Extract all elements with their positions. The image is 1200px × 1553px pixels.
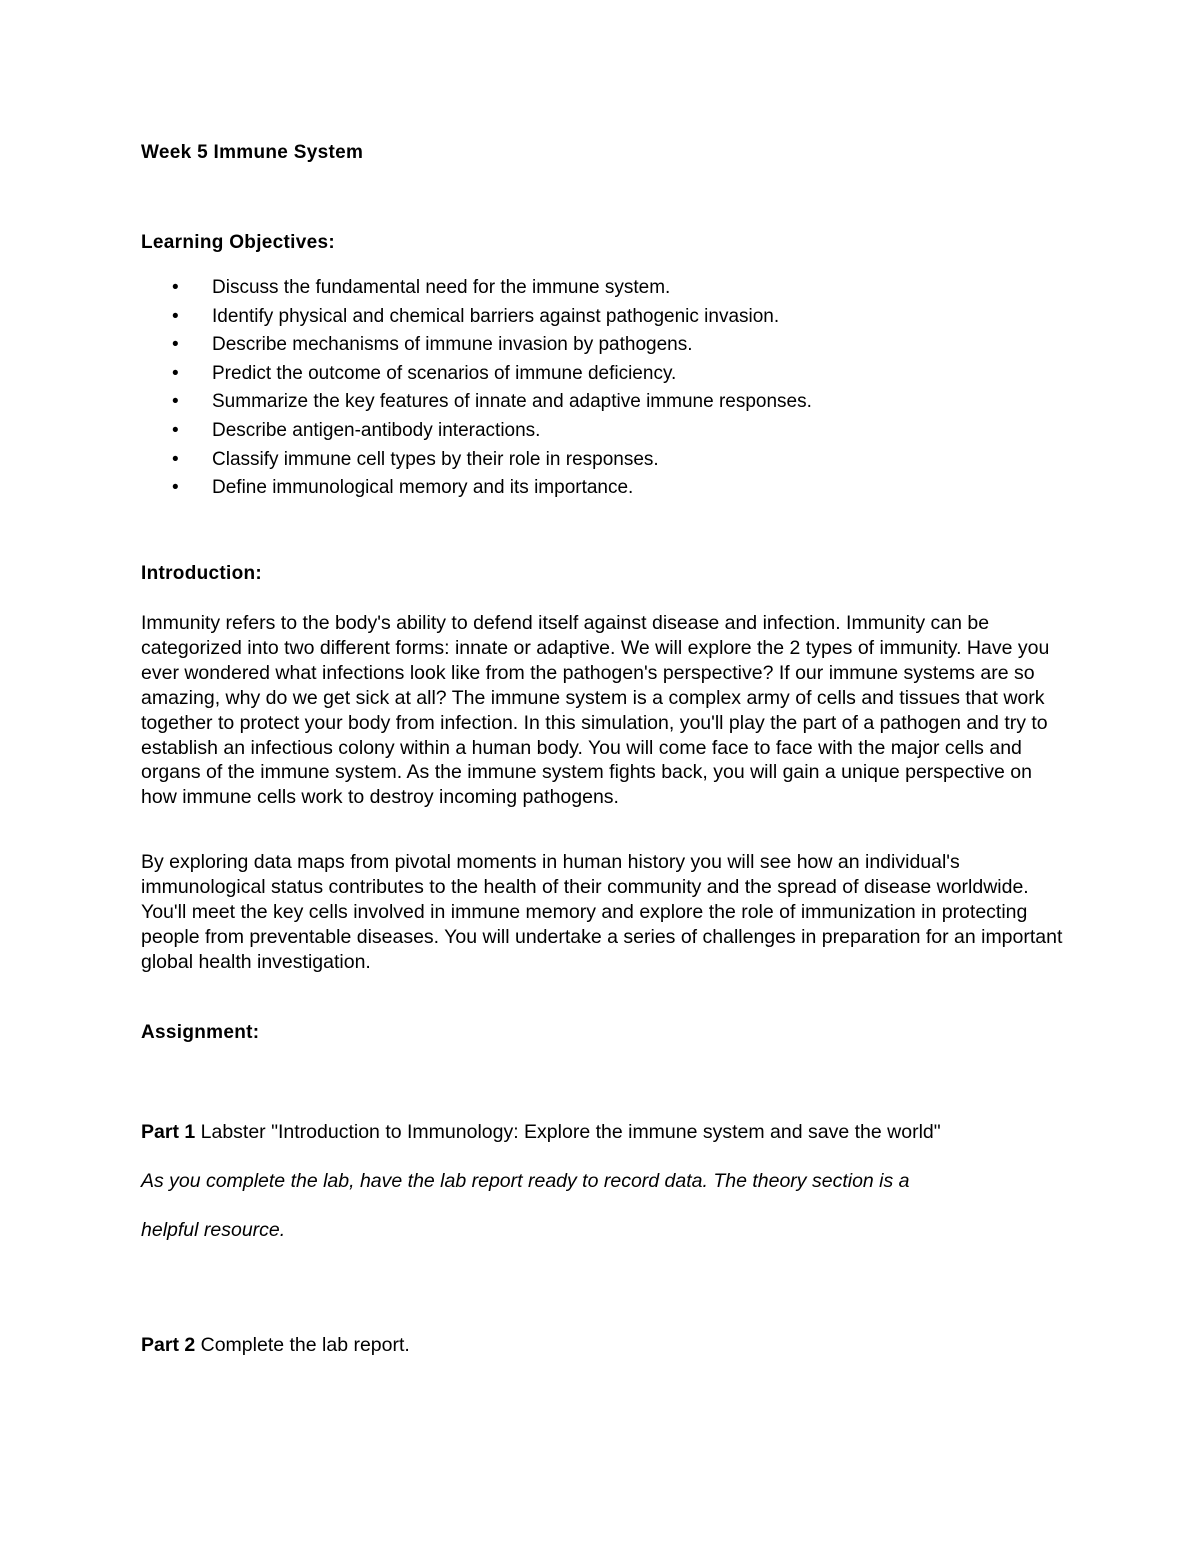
- lab-note-line-1: As you complete the lab, have the lab report ready to record data. The theory section is a: [141, 1170, 910, 1192]
- bullet-icon: •: [172, 448, 179, 470]
- bullet-icon: •: [172, 419, 179, 441]
- list-item: [172, 274, 812, 303]
- introduction-heading: Introduction:: [141, 563, 263, 584]
- list-item: [172, 417, 812, 446]
- list-item: [172, 388, 812, 417]
- introduction-paragraph-1: Immunity refers to the body's ability to defend itself against disease and infection. Immunity can be categorized into two different forms: innate or adaptive. We will explore the 2 types of immunity. Have you ever wondered what infections look like from the pathogen's perspective? If our immune systems are so amazing, why do we get sick at all? The immune system is a complex army of cells and tissues that work together to protect your body from infection. In this simulation, you'll play the part of a pathogen and try to establish an infectious colony within a human body. You will come face to face with the major cells and organs of the immune system. As the immune system fights back, you will gain a unique perspective on how immune cells work to destroy incoming pathogens.: [141, 612, 1050, 809]
- objective-text: Summarize the key features of innate and adaptive immune responses.: [212, 391, 812, 413]
- introduction-paragraph-2: By exploring data maps from pivotal moments in human history you will see how an individual's immunological status contributes to the health of their community and the spread of disease worldwide. You'll meet the key cells involved in immune memory and explore the role of immunization in protecting people from preventable diseases. You will undertake a series of challenges in preparation for an important global health investigation.: [141, 851, 1063, 973]
- objective-text: Discuss the fundamental need for the immune system.: [212, 277, 671, 298]
- objective-text: Describe mechanisms of immune invasion by pathogens.: [212, 334, 693, 356]
- bullet-icon: •: [172, 277, 179, 298]
- learning-objectives-list: [172, 274, 812, 503]
- objective-text: Define immunological memory and its importance.: [212, 477, 634, 499]
- bullet-icon: •: [172, 391, 179, 413]
- assignment-heading: Assignment:: [141, 1022, 260, 1043]
- part-1-text: Labster "Introduction to Immunology: Explore the immune system and save the world": [200, 1121, 941, 1143]
- list-item: [172, 474, 812, 503]
- learning-objectives-heading: Learning Objectives:: [141, 232, 335, 253]
- bullet-icon: •: [172, 477, 179, 499]
- lab-note-line-2: helpful resource.: [141, 1219, 286, 1241]
- assignment-part-1: [141, 1121, 941, 1144]
- assignment-part-2: [141, 1334, 410, 1357]
- part-2-text: Complete the lab report.: [200, 1334, 410, 1356]
- bullet-icon: •: [172, 362, 179, 384]
- list-item: [172, 360, 812, 389]
- document-title: Week 5 Immune System: [141, 142, 364, 163]
- part-2-label: Part 2: [141, 1334, 196, 1356]
- part-1-label: Part 1: [141, 1121, 196, 1143]
- bullet-icon: •: [172, 305, 179, 327]
- list-item: [172, 446, 812, 475]
- objective-text: Identify physical and chemical barriers against pathogenic invasion.: [212, 305, 780, 327]
- objective-text: Predict the outcome of scenarios of immune deficiency.: [212, 362, 677, 384]
- objective-text: Classify immune cell types by their role in responses.: [212, 448, 659, 470]
- objective-text: Describe antigen-antibody interactions.: [212, 419, 541, 441]
- list-item: [172, 303, 812, 332]
- bullet-icon: •: [172, 334, 179, 356]
- list-item: [172, 331, 812, 360]
